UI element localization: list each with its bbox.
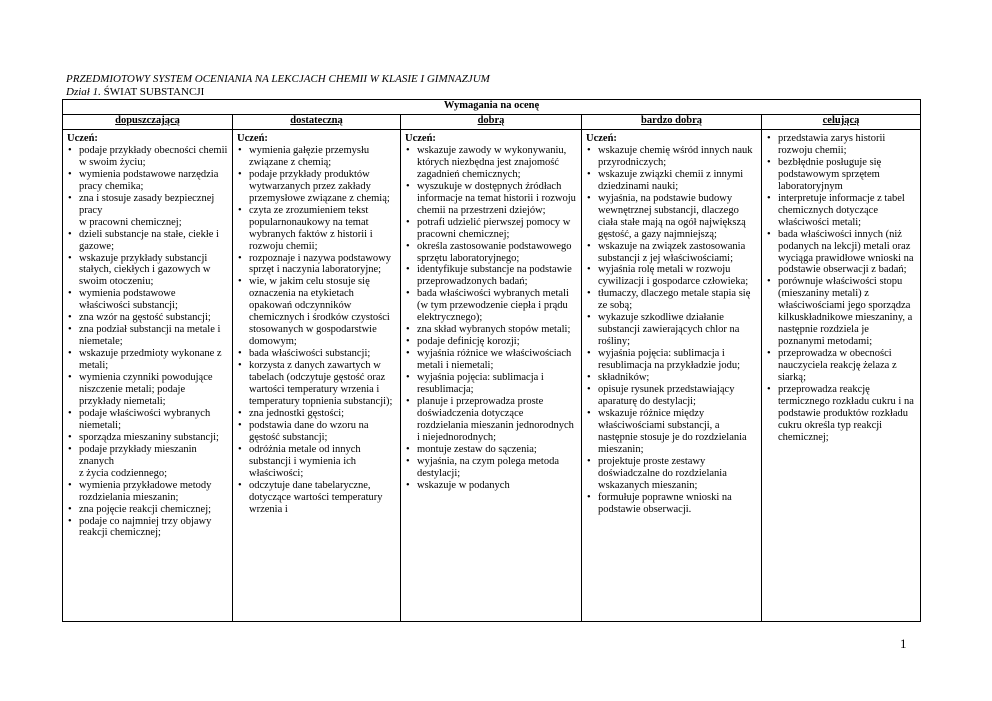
section-name: ŚWIAT SUBSTANCJI: [103, 86, 205, 98]
column-header-dostateczna: dostateczną: [233, 115, 401, 130]
requirement-item: • zna i stosuje zasady bezpiecznej pracy: [67, 193, 228, 217]
requirement-item: • wskazuje w podanych: [405, 480, 577, 492]
requirement-item: • wyjaśnia różnice we właściwościach metali i niemetali;: [405, 348, 577, 372]
cell-dostateczna: [233, 130, 401, 622]
requirement-item: • podaje definicję korozji;: [405, 336, 577, 348]
column-header-bardzo-dobra: bardzo dobrą: [582, 115, 762, 130]
requirement-item: • wskazuje chemię wśród innych nauk przyrodniczych;: [586, 145, 757, 169]
requirement-item: • bada właściwości substancji;: [237, 348, 396, 360]
requirement-item: • wymienia przykładowe metody rozdzielania mieszanin;: [67, 480, 228, 504]
requirement-item: • podaje przykłady mieszanin znanych: [67, 444, 228, 468]
requirement-item: • porównuje właściwości stopu (mieszaniny metali) z właściwościami jego sporządza kilkuskładnikowe mieszaniny, a następnie rozdziela je poznanymi metodami;: [766, 276, 916, 348]
requirement-item: • bada właściwości wybranych metali (w tym przewodzenie ciepła i prądu elektrycznego);: [405, 288, 577, 324]
requirement-item: • czyta ze zrozumieniem tekst popularnonaukowy na temat wybranych faktów z historii i rozwoju chemii;: [237, 205, 396, 253]
requirement-item: • odczytuje dane tabelaryczne, dotyczące wartości temperatury wrzenia i: [237, 480, 396, 516]
requirement-item: • składników;: [586, 372, 757, 384]
requirement-item: w pracowni chemicznej;: [79, 216, 182, 228]
requirement-item: • wyjaśnia rolę metali w rozwoju cywilizacji i gospodarce człowieka;: [586, 264, 757, 288]
requirement-item: • wie, w jakim celu stosuje się oznaczenia na etykietach opakowań odczynników chemicznych i środków czystości stosowanych w gospodarstwie domowym;: [237, 276, 396, 348]
requirements-list: [67, 145, 228, 539]
page-number: 1: [900, 636, 907, 651]
column-header-celujaca: celującą: [762, 115, 921, 130]
requirement-item: • montuje zestaw do sączenia;: [405, 444, 577, 456]
requirement-item: • przeprowadza reakcję termicznego rozkładu cukru i na podstawie produktów rozkładu cukru określa typ reakcji chemicznej;: [766, 384, 916, 444]
table-caption: Wymagania na ocenę: [63, 100, 921, 115]
requirement-item: • przeprowadza w obecności nauczyciela reakcję żelaza z siarką;: [766, 348, 916, 384]
requirement-item: • podaje właściwości wybranych niemetali;: [67, 408, 228, 432]
requirement-item: • wskazuje związki chemii z innymi dziedzinami nauki;: [586, 169, 757, 193]
document-title: PRZEDMIOTOWY SYSTEM OCENIANIA NA LEKCJACH CHEMII W KLASIE I GIMNAZJUM: [66, 73, 490, 85]
requirement-item: • interpretuje informacje z tabel chemicznych dotyczące właściwości metali;: [766, 193, 916, 229]
requirement-item: • wymienia czynniki powodujące niszczenie metali; podaje przykłady niemetali;: [67, 372, 228, 408]
requirement-item: • zna wzór na gęstość substancji;: [67, 312, 228, 324]
requirement-item: • wskazuje przykłady substancji stałych, ciekłych i gazowych w swoim otoczeniu;: [67, 253, 228, 289]
requirement-item: • wymienia gałęzie przemysłu związane z chemią;: [237, 145, 396, 169]
requirements-list: [766, 133, 916, 444]
lead-uczen: Uczeń:: [237, 133, 268, 144]
requirement-item: • odróżnia metale od innych substancji i wymienia ich właściwości;: [237, 444, 396, 480]
lead-uczen: Uczeń:: [405, 133, 436, 144]
requirement-item: • podaje co najmniej trzy objawy reakcji chemicznej;: [67, 516, 228, 540]
requirements-list: [405, 145, 577, 492]
requirement-item: • zna skład wybranych stopów metali;: [405, 324, 577, 336]
cell-celujaca: [762, 130, 921, 622]
requirement-item: • wyjaśnia, na podstawie budowy wewnętrznej substancji, dlaczego ciała stałe mają na ogół największą gęstość, a gazy najmniejszą;: [586, 193, 757, 241]
requirement-item: • projektuje proste zestawy doświadczalne do rozdzielania wskazanych mieszanin;: [586, 456, 757, 492]
requirement-item: • podaje przykłady produktów wytwarzanych przez zakłady przemysłowe związane z chemią;: [237, 169, 396, 205]
requirement-item: • wyjaśnia pojęcia: sublimacja i resublimacja na przykładzie jodu;: [586, 348, 757, 372]
section-prefix: Dział 1.: [66, 86, 101, 98]
requirement-item: • podaje przykłady obecności chemii w swoim życiu;: [67, 145, 228, 169]
requirement-item: • planuje i przeprowadza proste doświadczenia dotyczące rozdzielania mieszanin jednorodnych i niejednorodnych;: [405, 396, 577, 444]
requirement-item: • zna pojęcie reakcji chemicznej;: [67, 504, 228, 516]
requirement-item: • tłumaczy, dlaczego metale stapia się ze sobą;: [586, 288, 757, 312]
requirements-list: [237, 145, 396, 516]
requirement-item: • przedstawia zarys historii rozwoju chemii;: [766, 133, 916, 157]
requirement-item: • określa zastosowanie podstawowego sprzętu laboratoryjnego;: [405, 241, 577, 265]
requirement-item: • wyjaśnia pojęcia: sublimacja i resublimacja;: [405, 372, 577, 396]
requirement-item: • wskazuje zawody w wykonywaniu, których niezbędna jest znajomość zagadnień chemicznych;: [405, 145, 577, 181]
column-header-dobra: dobrą: [401, 115, 582, 130]
requirements-list: [586, 145, 757, 516]
requirement-item: • rozpoznaje i nazywa podstawowy sprzęt i naczynia laboratoryjne;: [237, 253, 396, 277]
column-header-dopuszczajaca: dopuszczającą: [63, 115, 233, 130]
requirement-item: • wymienia podstawowe narzędzia pracy chemika;: [67, 169, 228, 193]
lead-uczen: Uczeń:: [67, 133, 98, 144]
cell-dobra: [401, 130, 582, 622]
cell-bardzo-dobra: [582, 130, 762, 622]
requirement-item: • opisuje rysunek przedstawiający aparaturę do destylacji;: [586, 384, 757, 408]
section-heading: [66, 86, 204, 98]
requirement-item: • identyfikuje substancje na podstawie przeprowadzonych badań;: [405, 264, 577, 288]
requirement-item: • dzieli substancje na stałe, ciekłe i gazowe;: [67, 229, 228, 253]
requirement-item: • wykazuje szkodliwe działanie substancji zawierających chlor na rośliny;: [586, 312, 757, 348]
requirement-item: • bada właściwości innych (niż podanych na lekcji) metali oraz wyciąga prawidłowe wnioski na podstawie obserwacji z badań;: [766, 229, 916, 277]
requirement-item: • wymienia podstawowe właściwości substancji;: [67, 288, 228, 312]
requirement-item: • wyjaśnia, na czym polega metoda destylacji;: [405, 456, 577, 480]
requirement-item: • formułuje poprawne wnioski na podstawie obserwacji.: [586, 492, 757, 516]
requirement-item: • zna jednostki gęstości;: [237, 408, 396, 420]
requirement-item: z życia codziennego;: [79, 467, 168, 479]
requirement-item: • wyszukuje w dostępnych źródłach informacje na temat historii i rozwoju chemii na przestrzeni dziejów;: [405, 181, 577, 217]
lead-uczen: Uczeń:: [586, 133, 617, 144]
requirement-item: • podstawia dane do wzoru na gęstość substancji;: [237, 420, 396, 444]
requirement-item: • wskazuje na związek zastosowania substancji z jej właściwościami;: [586, 241, 757, 265]
cell-dopuszczajaca: [63, 130, 233, 622]
requirement-item: • wskazuje przedmioty wykonane z metali;: [67, 348, 228, 372]
requirement-item: • bezbłędnie posługuje się podstawowym sprzętem laboratoryjnym: [766, 157, 916, 193]
requirement-item: • potrafi udzielić pierwszej pomocy w pracowni chemicznej;: [405, 217, 577, 241]
requirement-item: • zna podział substancji na metale i niemetale;: [67, 324, 228, 348]
requirement-item: • sporządza mieszaniny substancji;: [67, 432, 228, 444]
requirement-item: • wskazuje różnice między właściwościami substancji, a następnie stosuje je do rozdzielania mieszanin;: [586, 408, 757, 456]
requirements-table: [62, 99, 921, 622]
requirement-item: • korzysta z danych zawartych w tabelach (odczytuje gęstość oraz wartości temperatury wrzenia i temperatury topnienia substancji);: [237, 360, 396, 408]
